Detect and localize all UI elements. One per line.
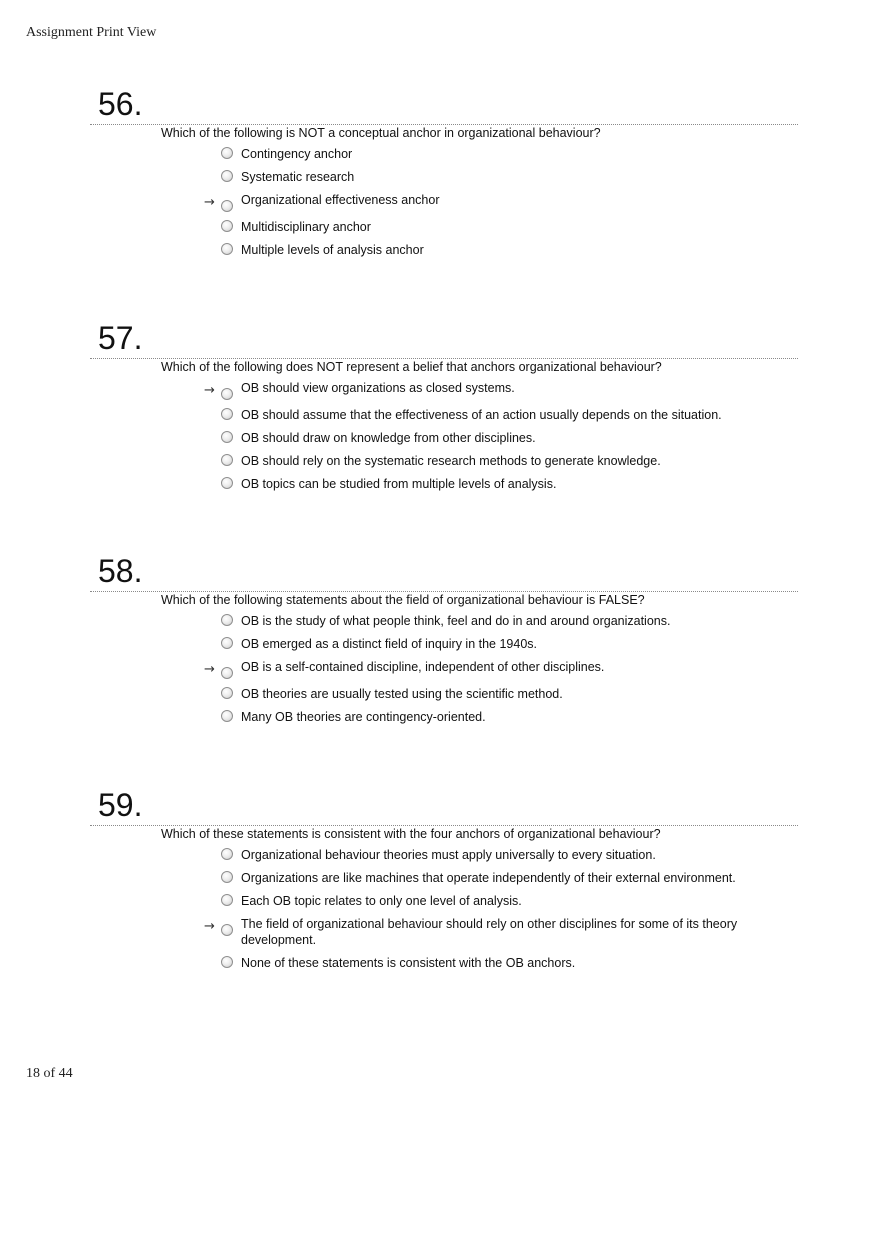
radio-button-icon[interactable] <box>221 220 233 232</box>
answer-option-label: Organizations are like machines that operate independently of their external environment. <box>241 871 736 885</box>
radio-button-icon[interactable] <box>221 956 233 968</box>
answer-option[interactable] <box>221 453 798 469</box>
question-text: Which of these statements is consistent with the four anchors of organizational behaviour? <box>161 827 661 841</box>
radio-button-icon[interactable] <box>221 477 233 489</box>
answer-option-correct[interactable] <box>204 192 798 212</box>
answer-option-label: Organizational behaviour theories must apply universally to every situation. <box>241 848 656 862</box>
answer-option-label: OB is a self-contained discipline, independent of other disciplines. <box>241 660 605 674</box>
answer-option-correct[interactable] <box>204 380 798 400</box>
question-56 <box>90 86 798 274</box>
answer-option-label: Each OB topic relates to only one level of analysis. <box>241 894 522 908</box>
answer-option[interactable] <box>221 146 798 162</box>
question-number: 56. <box>98 86 143 122</box>
answer-option[interactable] <box>221 242 798 258</box>
answer-option-label: The field of organizational behaviour should rely on other disciplines for some of its theory development. <box>241 917 738 947</box>
answer-option[interactable] <box>221 476 798 492</box>
answer-option[interactable] <box>221 407 798 423</box>
question-number: 58. <box>98 553 143 589</box>
radio-button-icon[interactable] <box>221 170 233 182</box>
answer-options <box>204 380 798 492</box>
question-text: Which of the following is NOT a conceptual anchor in organizational behaviour? <box>161 126 601 140</box>
answer-option-label: OB is the study of what people think, feel and do in and around organizations. <box>241 614 671 628</box>
radio-button-icon[interactable] <box>221 243 233 255</box>
page-indicator: 18 of 44 <box>26 1066 73 1081</box>
answer-options <box>204 847 798 971</box>
answer-option-label: OB topics can be studied from multiple levels of analysis. <box>241 477 557 491</box>
radio-button-icon[interactable] <box>221 614 233 626</box>
answer-option[interactable] <box>221 219 798 235</box>
question-57 <box>90 320 798 508</box>
answer-option[interactable] <box>221 893 798 909</box>
radio-button-icon[interactable] <box>221 848 233 860</box>
right-arrow-icon: → <box>204 383 215 398</box>
answer-option[interactable] <box>221 613 798 629</box>
answer-option-label: Multiple levels of analysis anchor <box>241 243 424 257</box>
answer-option-label: OB theories are usually tested using the scientific method. <box>241 687 563 701</box>
radio-button-icon[interactable] <box>221 924 233 936</box>
answer-option-label: OB emerged as a distinct field of inquiry in the 1940s. <box>241 637 537 651</box>
answer-option-label: OB should view organizations as closed systems. <box>241 381 515 395</box>
answer-option-label: Multidisciplinary anchor <box>241 220 371 234</box>
answer-option[interactable] <box>221 636 798 652</box>
answer-option-label: OB should draw on knowledge from other disciplines. <box>241 431 536 445</box>
answer-option[interactable] <box>221 169 798 185</box>
question-number: 57. <box>98 320 143 356</box>
answer-option[interactable] <box>221 709 798 725</box>
answer-options <box>204 146 798 258</box>
answer-options <box>204 613 798 725</box>
radio-button-icon[interactable] <box>221 147 233 159</box>
answer-option-label: OB should rely on the systematic research methods to generate knowledge. <box>241 454 661 468</box>
question-58 <box>90 553 798 741</box>
answer-option-label: OB should assume that the effectiveness of an action usually depends on the situation. <box>241 408 722 422</box>
radio-button-icon[interactable] <box>221 388 233 400</box>
question-number: 59. <box>98 787 143 823</box>
answer-option[interactable] <box>221 955 798 971</box>
radio-button-icon[interactable] <box>221 637 233 649</box>
radio-button-icon[interactable] <box>221 894 233 906</box>
radio-button-icon[interactable] <box>221 408 233 420</box>
radio-button-icon[interactable] <box>221 667 233 679</box>
answer-option-label: Contingency anchor <box>241 147 353 161</box>
question-59 <box>90 787 798 987</box>
answer-option[interactable] <box>221 847 798 863</box>
answer-option-correct[interactable] <box>204 916 798 948</box>
right-arrow-icon: → <box>204 662 215 677</box>
answer-option-correct[interactable] <box>204 659 798 679</box>
radio-button-icon[interactable] <box>221 710 233 722</box>
radio-button-icon[interactable] <box>221 871 233 883</box>
question-text: Which of the following statements about the field of organizational behaviour is FALSE? <box>161 593 645 607</box>
right-arrow-icon: → <box>204 195 215 210</box>
answer-option[interactable] <box>221 686 798 702</box>
page-header: Assignment Print View <box>26 25 157 40</box>
question-text: Which of the following does NOT represent a belief that anchors organizational behaviour? <box>161 360 662 374</box>
answer-option[interactable] <box>221 870 798 886</box>
answer-option[interactable] <box>221 430 798 446</box>
answer-option-label: Many OB theories are contingency-oriented. <box>241 710 486 724</box>
radio-button-icon[interactable] <box>221 200 233 212</box>
right-arrow-icon: → <box>204 919 215 934</box>
answer-option-label: Organizational effectiveness anchor <box>241 193 440 207</box>
radio-button-icon[interactable] <box>221 454 233 466</box>
answer-option-label: None of these statements is consistent with the OB anchors. <box>241 956 576 970</box>
radio-button-icon[interactable] <box>221 431 233 443</box>
radio-button-icon[interactable] <box>221 687 233 699</box>
answer-option-label: Systematic research <box>241 170 355 184</box>
